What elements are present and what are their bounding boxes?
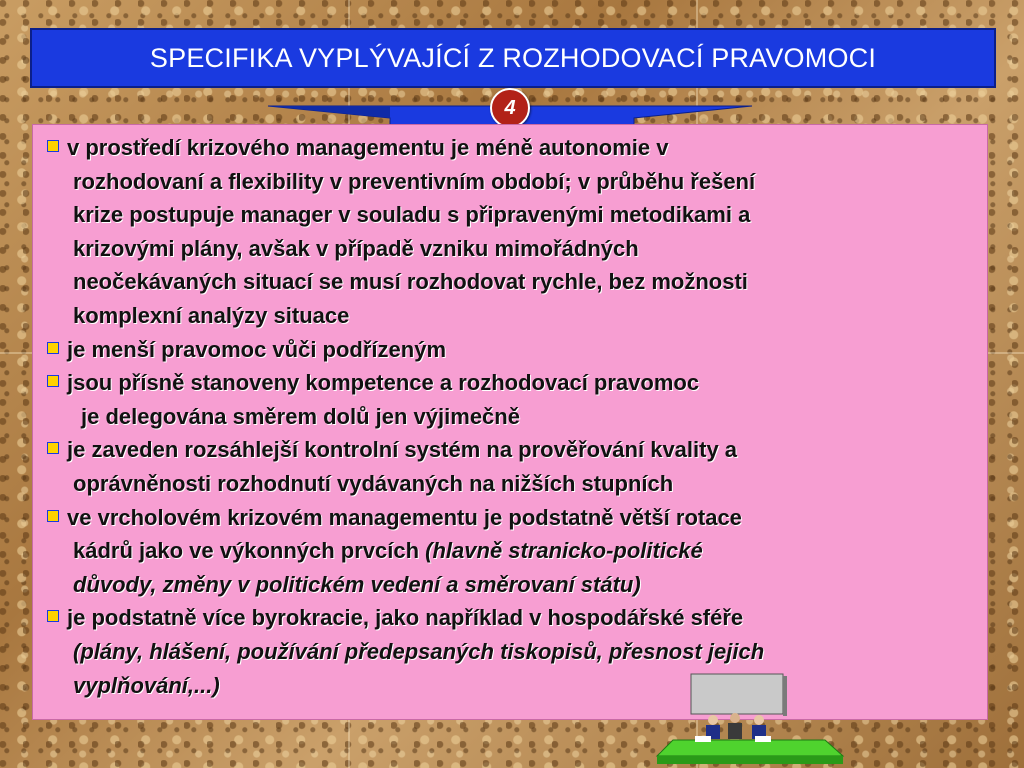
checkbox-bullet-icon xyxy=(47,140,59,152)
bullet-text: kádrů jako ve výkonných prvcích xyxy=(73,538,426,564)
checkbox-bullet-icon xyxy=(47,342,59,354)
list-item xyxy=(47,501,977,602)
bullet-line: v prostředí krizového managementu je méně autonomie v xyxy=(67,135,669,160)
bullet-text-italic: (hlavně stranicko-politické xyxy=(425,538,703,564)
bullet-list xyxy=(47,131,977,702)
bullet-line: je zaveden rozsáhlejší kontrolní systém na prověřování kvality a xyxy=(67,437,738,463)
checkbox-bullet-icon xyxy=(47,610,59,622)
bullet-line: neočekávaných situací se musí rozhodovat rychle, bez možnosti xyxy=(73,269,748,295)
list-item xyxy=(47,131,977,333)
checkbox-bullet-icon xyxy=(47,510,59,522)
slide-number: 4 xyxy=(504,96,516,119)
bullet-line: komplexní analýzy situace xyxy=(73,302,350,328)
slide-title: SPECIFIKA VYPLÝVAJÍCÍ Z ROZHODOVACÍ PRAVOMOCI xyxy=(149,42,877,73)
slide-number-badge xyxy=(490,88,530,128)
bullet-line: oprávněnosti rozhodnutí vydávaných na nižších stupních xyxy=(73,470,674,496)
bullet-line: krizovými plány, avšak v případě vzniku mimořádných xyxy=(73,235,639,261)
bullet-line xyxy=(67,534,977,568)
bullet-line: (plány, hlášení, používání předepsaných tiskopisů, přesnost jejich xyxy=(73,638,765,664)
checkbox-bullet-icon xyxy=(47,375,59,387)
bullet-line: důvody, změny v politickém vedení a směrovaní státu) xyxy=(73,571,641,597)
bullet-line: je menší pravomoc vůči podřízeným xyxy=(67,336,447,362)
meeting-table-illustration xyxy=(655,672,845,766)
list-item xyxy=(47,366,977,433)
list-item xyxy=(47,433,977,500)
checkbox-bullet-icon xyxy=(47,442,59,454)
bullet-line: rozhodovaní a flexibility v preventivním období; v průběhu řešení xyxy=(73,168,756,194)
bullet-line: krize postupuje manager v souladu s připravenými metodikami a xyxy=(73,202,751,228)
bullet-line: je delegována směrem dolů jen výjimečně xyxy=(81,403,520,429)
bullet-line: je podstatně více byrokracie, jako například v hospodářské sféře xyxy=(67,605,744,631)
bullet-line: ve vrcholovém krizovém managementu je podstatně větší rotace xyxy=(67,504,742,530)
list-item xyxy=(47,333,977,367)
bullet-line: vyplňování,...) xyxy=(73,672,220,698)
bullet-line: jsou přísně stanoveny kompetence a rozhodovací pravomoc xyxy=(67,370,700,396)
content-panel xyxy=(32,124,988,720)
